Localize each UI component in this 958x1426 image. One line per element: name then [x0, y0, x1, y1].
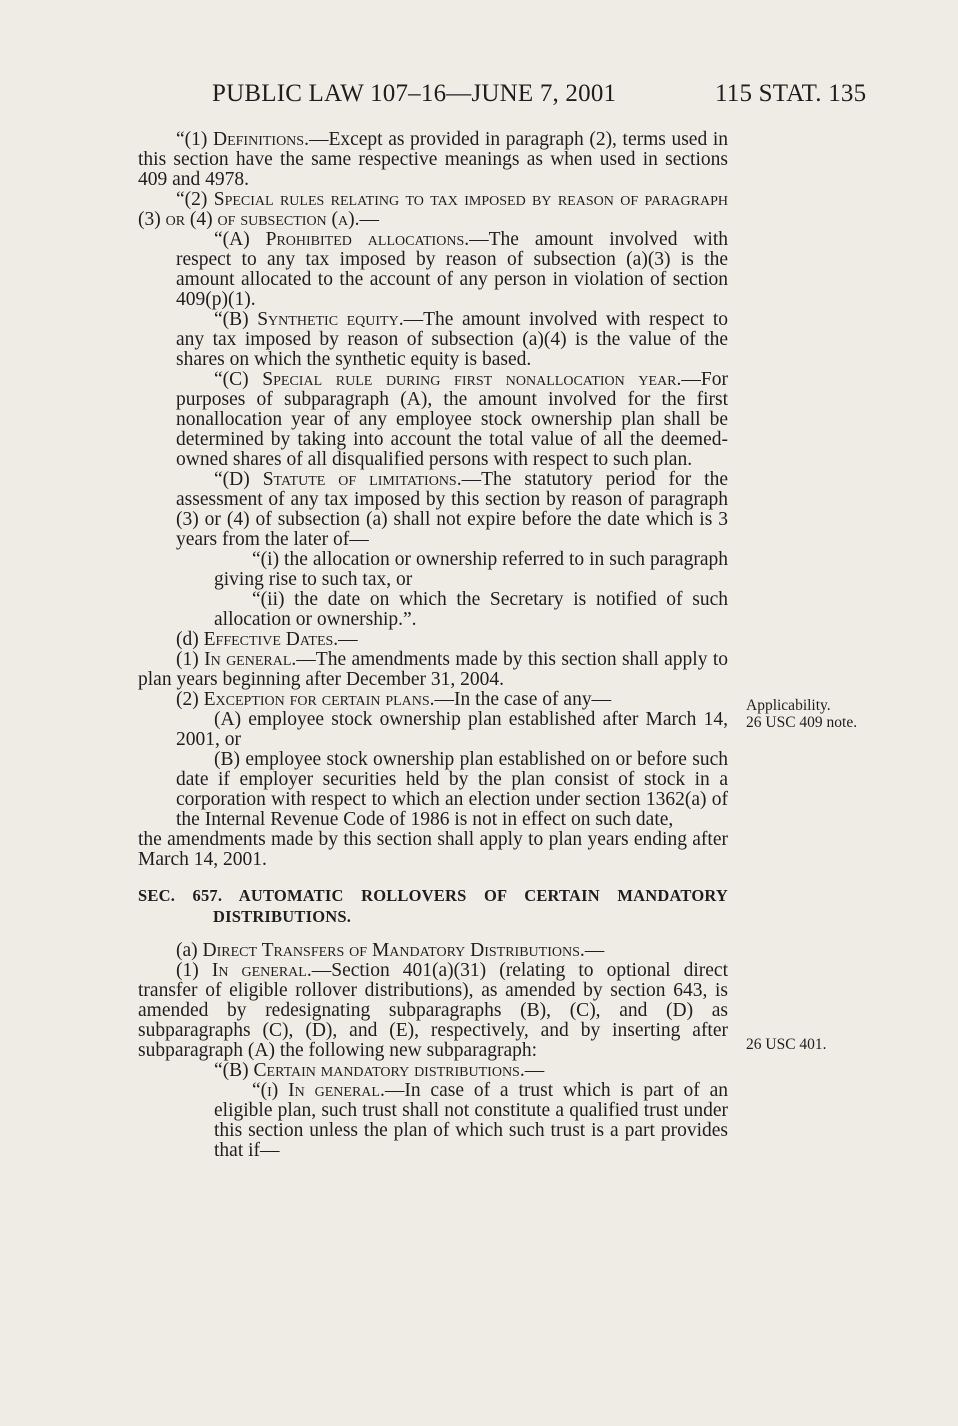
subsection-effective-dates — [138, 630, 728, 650]
paragraph-a1-in-general — [138, 961, 728, 1061]
paragraph-text: —The amendments made by this section shall apply to plan years beginning after December 31, 2004. — [138, 649, 728, 690]
paragraph-heading: Exception for certain plans. — [203, 689, 435, 710]
paragraph-text: — — [359, 209, 380, 230]
paragraph-text: — — [338, 629, 358, 650]
margin-note-usc-409: 26 USC 409 note. — [746, 714, 858, 731]
paragraph-heading: “(B) Certain mandatory distributions. — [214, 1060, 525, 1081]
paragraph-heading: “(B) Synthetic equity. — [214, 309, 404, 330]
paragraph-heading: Direct Transfers of Mandatory Distributions. — [202, 940, 585, 961]
clause-i-in-general — [138, 1081, 728, 1161]
paragraph-in-general — [138, 650, 728, 690]
paragraph-label: (1) — [176, 649, 205, 670]
running-header-title: PUBLIC LAW 107–16—JUNE 7, 2001 — [212, 80, 617, 107]
paragraph-label: (1) — [176, 960, 212, 981]
clause-i: “(i) the allocation or ownership referred to in such paragraph giving rise to such tax, or — [214, 549, 728, 590]
paragraph-text: — — [584, 940, 605, 961]
subparagraph-a-plan: (A) employee stock ownership plan established after March 14, 2001, or — [176, 709, 728, 750]
paragraph-text: —For purposes of subparagraph (A), the amount involved for the first nonallocation year of any employee stock ownership plan shall be determined by taking into account the total value of all the deemed-owned shares of all disqualified persons with respect to such plan. — [176, 369, 728, 470]
subparagraph-certain-mandatory-distributions — [138, 1061, 728, 1081]
paragraph-heading: In general. — [211, 960, 312, 981]
paragraph-label: (2) — [176, 689, 204, 710]
subsection-label: (a) — [176, 940, 203, 961]
paragraph-special-rules — [138, 190, 728, 230]
subparagraph-b-plan: (B) employee stock ownership plan established on or before such date if employer securities held by the plan consist of stock in a corporation with respect to which an election under section 1362(a) of the Internal Revenue Code of 1986 is not in effect on such date, — [176, 749, 728, 830]
subparagraph-prohibited-allocations — [138, 230, 728, 310]
paragraph-text: — — [524, 1060, 545, 1081]
statute-body — [138, 130, 728, 1161]
page-number: 115 STAT. 135 — [715, 80, 867, 107]
margin-note-usc-401: 26 USC 401. — [746, 1036, 827, 1053]
subparagraph-first-nonallocation-year — [138, 370, 728, 470]
paragraph-heading: “(A) Prohibited allocations. — [214, 229, 470, 250]
paragraph-heading: In general. — [204, 649, 297, 670]
subsection-direct-transfers — [138, 941, 728, 961]
paragraph-heading: “(C) Special rule during first nonallocation year. — [214, 369, 682, 390]
clause-ii: “(ii) the date on which the Secretary is notified of such allocation or ownership.”. — [214, 589, 728, 630]
paragraph-text: —In the case of any— — [434, 689, 612, 710]
paragraph-heading: “(1) Definitions. — [176, 129, 309, 150]
paragraph-text: —Section 401(a)(31) (relating to optional direct transfer of eligible rollover distributions), as amended by section 643, is amended by redesignating subparagraphs (B), (C), and (D) as subparagraphs (C), (D), and (E), respectively, and by inserting after subparagraph (A) the following new subparagraph: — [138, 960, 728, 1061]
subparagraph-statute-of-limitations — [138, 470, 728, 550]
paragraph-heading: Effective Dates. — [203, 629, 339, 650]
margin-note-applicability: Applicability. — [746, 697, 831, 714]
paragraph-exception — [138, 690, 728, 710]
paragraph-text: —The amount involved with respect to any tax imposed by reason of subsection (a)(4) is the value of the shares on which the synthetic equity is based. — [176, 309, 728, 370]
section-heading: SEC. 657. AUTOMATIC ROLLOVERS OF CERTAIN MANDATORY DISTRIBUTIONS. — [138, 886, 728, 926]
paragraph-definitions — [138, 130, 728, 190]
paragraph-heading: “(i) In general. — [252, 1080, 385, 1101]
subparagraph-synthetic-equity — [138, 310, 728, 370]
paragraph-heading: “(2) Special rules relating to tax imposed by reason of paragraph (3) or (4) of subsection (a). — [138, 189, 728, 230]
paragraph-text: —Except as provided in paragraph (2), terms used in this section have the same respective meanings as when used in sections 409 and 4978. — [138, 129, 728, 190]
paragraph-text: —In case of a trust which is part of an eligible plan, such trust shall not constitute a qualified trust under this section unless the plan of which such trust is a part provides that if— — [214, 1080, 729, 1161]
paragraph-text: —The amount involved with respect to any tax imposed by reason of subsection (a)(3) is the amount allocated to the account of any person in violation of section 409(p)(1). — [176, 229, 728, 310]
flush-text: the amendments made by this section shall apply to plan years ending after March 14, 2001. — [138, 829, 728, 870]
subsection-label: (d) — [176, 629, 204, 650]
paragraph-text: —The statutory period for the assessment of any tax imposed by this section by reason of paragraph (3) or (4) of subsection (a) shall not expire before the date which is 3 years from the later of— — [176, 469, 728, 550]
paragraph-heading: “(D) Statute of limitations. — [214, 469, 462, 490]
